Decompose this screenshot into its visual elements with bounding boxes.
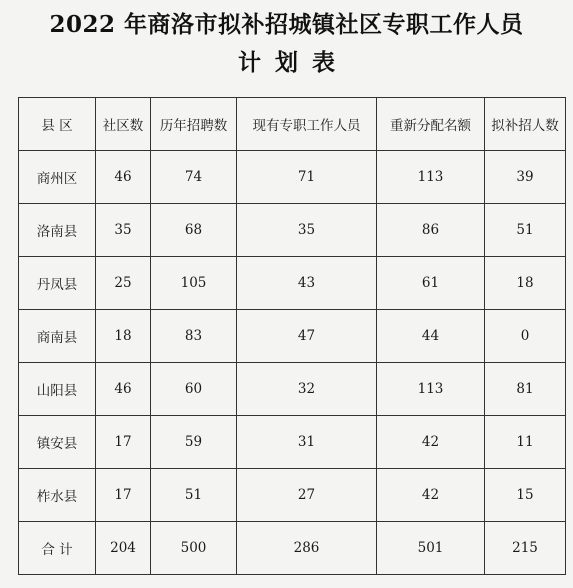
cell-historical-recruits: 59 xyxy=(151,416,237,469)
cell-planned-recruits: 18 xyxy=(485,257,566,310)
cell-reallocated-quota: 113 xyxy=(377,363,485,416)
header-reallocated-quota: 重新分配名额 xyxy=(377,98,485,151)
cell-district: 商南县 xyxy=(19,310,96,363)
cell-total-current-staff: 286 xyxy=(237,522,377,575)
table-total-row xyxy=(19,522,566,575)
cell-total-planned-recruits: 215 xyxy=(485,522,566,575)
cell-current-staff: 71 xyxy=(237,151,377,204)
table-row xyxy=(19,363,566,416)
cell-historical-recruits: 68 xyxy=(151,204,237,257)
header-planned-recruits: 拟补招人数 xyxy=(485,98,566,151)
cell-total-reallocated-quota: 501 xyxy=(377,522,485,575)
table-row xyxy=(19,257,566,310)
cell-community-count: 17 xyxy=(96,416,151,469)
table-row xyxy=(19,469,566,522)
cell-reallocated-quota: 42 xyxy=(377,416,485,469)
cell-historical-recruits: 83 xyxy=(151,310,237,363)
cell-total-community-count: 204 xyxy=(96,522,151,575)
cell-current-staff: 32 xyxy=(237,363,377,416)
cell-community-count: 35 xyxy=(96,204,151,257)
table-row xyxy=(19,416,566,469)
table-row xyxy=(19,204,566,257)
header-community-count: 社区数 xyxy=(96,98,151,151)
cell-community-count: 46 xyxy=(96,151,151,204)
cell-reallocated-quota: 42 xyxy=(377,469,485,522)
cell-current-staff: 27 xyxy=(237,469,377,522)
cell-planned-recruits: 81 xyxy=(485,363,566,416)
header-current-staff: 现有专职工作人员 xyxy=(237,98,377,151)
table-row xyxy=(19,151,566,204)
cell-current-staff: 31 xyxy=(237,416,377,469)
cell-planned-recruits: 39 xyxy=(485,151,566,204)
cell-total-label: 合 计 xyxy=(19,522,96,575)
document-title: 2022 年商洛市拟补招城镇社区专职工作人员 xyxy=(49,11,524,38)
cell-planned-recruits: 15 xyxy=(485,469,566,522)
cell-current-staff: 35 xyxy=(237,204,377,257)
cell-planned-recruits: 0 xyxy=(485,310,566,363)
cell-community-count: 18 xyxy=(96,310,151,363)
cell-district: 柞水县 xyxy=(19,469,96,522)
cell-historical-recruits: 60 xyxy=(151,363,237,416)
cell-current-staff: 43 xyxy=(237,257,377,310)
table-header-row xyxy=(19,98,566,151)
header-historical-recruits: 历年招聘数 xyxy=(151,98,237,151)
cell-community-count: 17 xyxy=(96,469,151,522)
cell-community-count: 46 xyxy=(96,363,151,416)
cell-reallocated-quota: 61 xyxy=(377,257,485,310)
cell-district: 山阳县 xyxy=(19,363,96,416)
cell-reallocated-quota: 44 xyxy=(377,310,485,363)
header-district: 县 区 xyxy=(19,98,96,151)
table-row xyxy=(19,310,566,363)
recruitment-plan-table xyxy=(18,97,566,575)
cell-reallocated-quota: 113 xyxy=(377,151,485,204)
cell-historical-recruits: 74 xyxy=(151,151,237,204)
cell-historical-recruits: 51 xyxy=(151,469,237,522)
cell-district: 镇安县 xyxy=(19,416,96,469)
cell-district: 商州区 xyxy=(19,151,96,204)
cell-current-staff: 47 xyxy=(237,310,377,363)
cell-planned-recruits: 51 xyxy=(485,204,566,257)
cell-historical-recruits: 105 xyxy=(151,257,237,310)
cell-reallocated-quota: 86 xyxy=(377,204,485,257)
document-subtitle: 计划表 xyxy=(238,49,349,76)
cell-district: 洛南县 xyxy=(19,204,96,257)
cell-total-historical-recruits: 500 xyxy=(151,522,237,575)
cell-planned-recruits: 11 xyxy=(485,416,566,469)
cell-community-count: 25 xyxy=(96,257,151,310)
cell-district: 丹凤县 xyxy=(19,257,96,310)
